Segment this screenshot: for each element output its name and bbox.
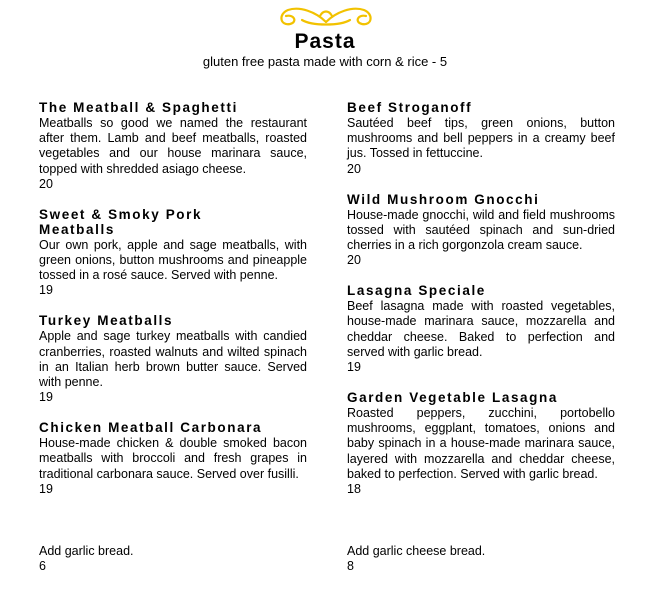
menu-item: [39, 207, 307, 299]
menu-item-name: Beef Stroganoff: [347, 100, 473, 115]
menu-item-description: Apple and sage turkey meatballs with candied cranberries, roasted walnuts and wilted spinach in an Italian herb brown butter sauce. Served with penne.: [39, 329, 307, 390]
page-subtitle: gluten free pasta made with corn & rice - 5: [202, 54, 448, 69]
menu-item: [39, 313, 307, 405]
addon-price: 6: [39, 559, 46, 573]
menu-item-name: Chicken Meatball Carbonara: [39, 420, 263, 436]
menu-item-price: 19: [39, 390, 53, 405]
menu-item-description: House-made chicken & double smoked bacon meatballs with broccoli and fresh grapes in traditional carbonara sauce. Served over fusilli.: [39, 436, 307, 481]
menu-item-price: 20: [347, 253, 361, 268]
menu-item-price: 20: [347, 161, 361, 176]
menu-item-description: Beef lasagna made with roasted vegetables, house-made marinara sauce, mozzarella and cheddar cheese. Baked to perfection and served with garlic bread.: [347, 299, 615, 359]
menu-item-name: Garden Vegetable Lasagna: [347, 390, 558, 406]
addon-garlic-bread: [39, 544, 134, 574]
menu-item: [39, 100, 307, 192]
menu-item-description: Meatballs so good we named the restaurant after them. Lamb and beef meatballs, roasted vegetables and our house marinara sauce, topped with shredded asiago cheese.: [39, 116, 307, 176]
left-menu-column: [39, 100, 307, 512]
menu-item-price: 20: [39, 176, 53, 191]
menu-item: [39, 420, 307, 497]
addon-price: 8: [347, 559, 354, 573]
page-title: Pasta: [294, 30, 356, 53]
menu-item-name: The Meatball & Spaghetti: [39, 100, 238, 115]
addon-label: Add garlic cheese bread.: [347, 544, 486, 558]
menu-item: [347, 100, 615, 177]
menu-item: [347, 192, 615, 269]
menu-item-description: Roasted peppers, zucchini, portobello mushrooms, eggplant, tomatoes, onions and baby spinach in a house-made marinara sauce, layered with mozzarella and cheddar cheese, baked to perfection. Served with garlic bread.: [347, 406, 615, 481]
menu-item-price: 19: [39, 283, 53, 298]
menu-item-description: Our own pork, apple and sage meatballs, with green onions, button mushrooms and pineapple tossed in a rosé sauce. Served with penne.: [39, 237, 307, 283]
menu-item-name: Lasagna Speciale: [347, 283, 486, 299]
menu-item-name: Wild Mushroom Gnocchi: [347, 191, 540, 207]
menu-item-price: 19: [39, 481, 53, 496]
addon-garlic-cheese-bread: [347, 544, 485, 574]
menu-item-price: 18: [347, 482, 361, 497]
menu-item: [347, 283, 615, 375]
menu-item-price: 19: [347, 360, 361, 375]
menu-item-name: Turkey Meatballs: [39, 313, 174, 329]
menu-item: [347, 390, 615, 497]
right-menu-column: [347, 100, 615, 512]
menu-item-description: Sautéed beef tips, green onions, button mushrooms and bell peppers in a creamy beef jus. Tossed in fettuccine.: [347, 116, 615, 161]
addon-label: Add garlic bread.: [39, 544, 134, 558]
decorative-flourish-icon: [272, 2, 380, 32]
menu-item-name: Sweet & Smoky Pork Meatballs: [39, 206, 203, 237]
menu-item-description: House-made gnocchi, wild and field mushrooms tossed with sautéed spinach and sun-dried cherries in a rich gorgonzola cream sauce.: [347, 207, 615, 253]
